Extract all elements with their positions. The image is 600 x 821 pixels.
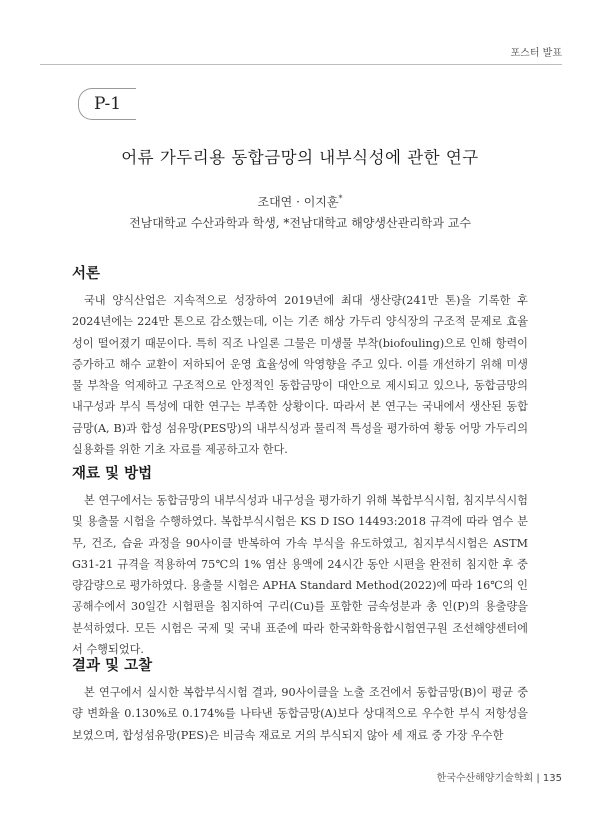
paper-title: 어류 가두리용 동합금망의 내부식성에 관한 연구 — [121, 148, 479, 167]
footer-separator: | — [536, 773, 540, 784]
section-results — [72, 654, 528, 746]
affiliation: 전남대학교 수산과학과 학생, *전남대학교 해양생산관리학과 교수 — [129, 216, 471, 230]
section-label: 포스터 발표 — [510, 48, 562, 59]
poster-tag: P-1 — [78, 88, 136, 120]
page-footer — [437, 769, 562, 784]
section-body: 본 연구에서는 동합금망의 내부식성과 내구성을 평가하기 위해 복합부식시험, 침지부식시험 및 용출물 시험을 수행하였다. 복합부식시험은 KS D ISO 14493:2018 규격에 따라 염수 분무, 건조, 습윤 과정을 90사이클 반복하여 가속 부식을 유도하였고, 침지부식시험은 ASTM G31-21 규격을 적용하여 75℃의 1% 염산 용액에 24시간 동안 시편을 완전히 침지한 후 중량감량으로 평가하였다. 용출물 시험은 APHA Standard Method(2022)에 따라 16℃의 인공해수에서 30일간 시험편을 침지하여 구리(Cu)를 포함한 금속성분과 총 인(P)의 용출량을 분석하였다. 모든 시험은 국제 및 국내 표준에 따라 한국화학융합시험연구원 조선해양센터에서 수행되었다. — [72, 494, 528, 657]
section-title: 재료 및 방법 — [72, 466, 153, 482]
author-names: 조대연 · 이지훈 — [257, 195, 339, 209]
section-title: 결과 및 고찰 — [72, 658, 153, 674]
header-divider — [40, 64, 562, 65]
journal-name: 한국수산해양기술학회 — [436, 773, 534, 784]
section-body: 본 연구에서 실시한 복합부식시험 결과, 90사이클을 노출 조건에서 동합금망(B)이 평균 중량 변화율 0.130%로 0.174%를 나타낸 동합금망(A)보다 상대적으로 우수한 부식 저항성을 보였으며, 합성섬유망(PES)은 비금속 재료로 거의 부식되지 않아 세 재료 중 가장 우수한 — [72, 686, 528, 742]
section-introduction — [72, 262, 528, 460]
section-methods — [72, 462, 528, 660]
page-number: 135 — [542, 773, 562, 784]
authors — [0, 193, 600, 210]
corresponding-mark: * — [338, 194, 343, 203]
section-body: 국내 양식산업은 지속적으로 성장하여 2019년에 최대 생산량(241만 톤)을 기록한 후 2024년에는 224만 톤으로 감소했는데, 이는 기존 해상 가두리 양식장의 구조적 문제로 효율성이 떨어졌기 때문이다. 특히 직조 나일론 그물은 미생물 부착(biofouling)으로 인해 항력이 증가하고 해수 교환이 저하되어 운영 효율성에 악영향을 주고 있다. 이를 개선하기 위해 미생물 부착을 억제하고 구조적으로 안정적인 동합금망이 대안으로 제시되고 있으나, 동합금망의 내구성과 부식 특성에 대한 연구는 부족한 상황이다. 따라서 본 연구는 국내에서 생산된 동합금망(A, B)과 합성 섬유망(PES망)의 내부식성과 물리적 특성을 평가하여 황동 어망 가두리의 실용화를 위한 기초 자료를 제공하고자 한다. — [72, 294, 528, 457]
section-title: 서론 — [72, 266, 101, 282]
